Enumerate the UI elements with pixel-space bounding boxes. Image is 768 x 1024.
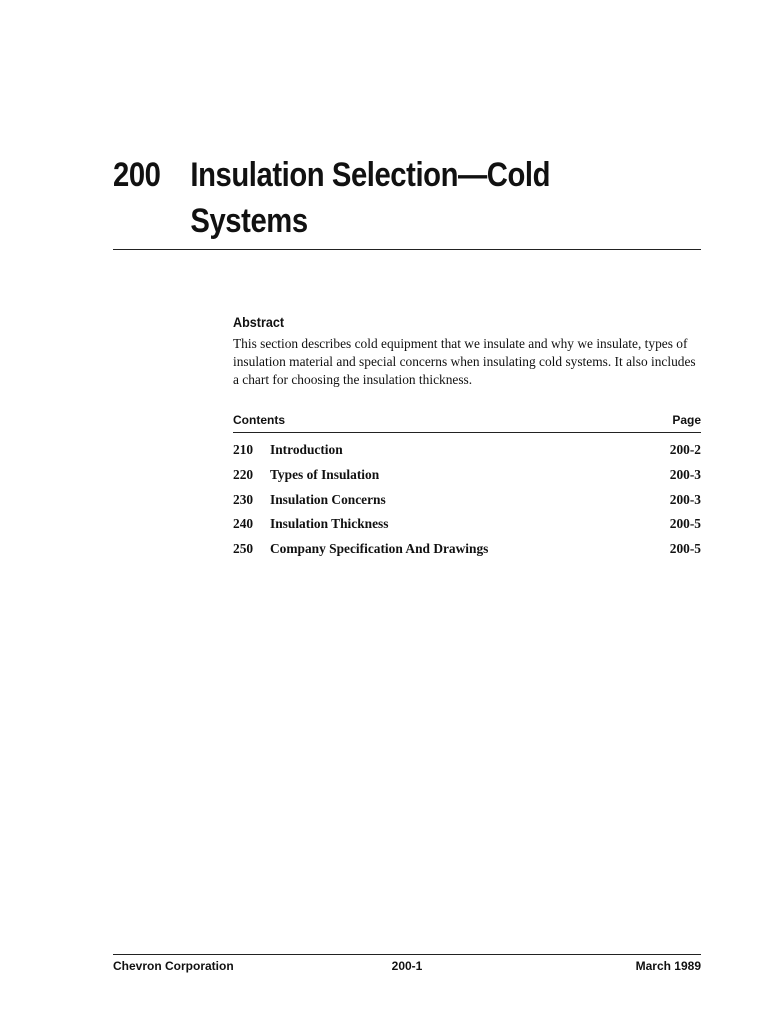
toc-item-number: 230 — [233, 491, 254, 507]
toc-item-page: 200-5 — [669, 516, 701, 532]
footer-divider — [113, 954, 701, 955]
abstract-heading: Abstract — [233, 314, 285, 330]
contents-header — [233, 412, 701, 428]
toc-item-title: Company Specification And Drawings — [270, 541, 489, 557]
toc-item-number: 220 — [233, 466, 254, 482]
toc-item-page: 200-3 — [669, 491, 701, 507]
toc-item-250[interactable] — [233, 540, 701, 565]
abstract-body: This section describes cold equipment that we insulate and why we insulate, types of insulation material and special concerns when insulating cold systems. It also includes a chart for choosing the insulation thickness. — [233, 336, 696, 387]
toc-item-title: Introduction — [270, 442, 343, 457]
toc-item-number: 250 — [233, 541, 254, 557]
footer-company: Chevron Corporation — [113, 959, 234, 973]
footer-date: March 1989 — [635, 959, 701, 973]
toc-item-210[interactable] — [233, 441, 701, 466]
toc-item-page: 200-2 — [669, 442, 701, 457]
section-title — [113, 152, 619, 244]
section-title-text: Insulation Selection—Cold Systems — [190, 156, 551, 240]
contents-divider — [233, 432, 701, 433]
toc-item-title: Insulation Concerns — [270, 491, 386, 507]
page-footer — [113, 958, 701, 974]
footer-page-number: 200-1 — [391, 959, 423, 973]
page-column-heading: Page — [672, 413, 701, 427]
section-number: 200 — [113, 156, 161, 194]
toc-item-230[interactable] — [233, 491, 701, 516]
contents-heading: Contents — [233, 413, 285, 427]
toc-item-240[interactable] — [233, 515, 701, 540]
toc-item-page: 200-3 — [669, 466, 701, 482]
table-of-contents — [233, 441, 701, 565]
toc-item-title: Types of Insulation — [270, 466, 380, 482]
toc-item-220[interactable] — [233, 466, 701, 491]
toc-item-title: Insulation Thickness — [270, 516, 389, 532]
toc-item-number: 210 — [233, 442, 254, 457]
toc-item-page: 200-5 — [669, 541, 701, 557]
title-divider — [113, 249, 701, 250]
toc-item-number: 240 — [233, 516, 254, 532]
